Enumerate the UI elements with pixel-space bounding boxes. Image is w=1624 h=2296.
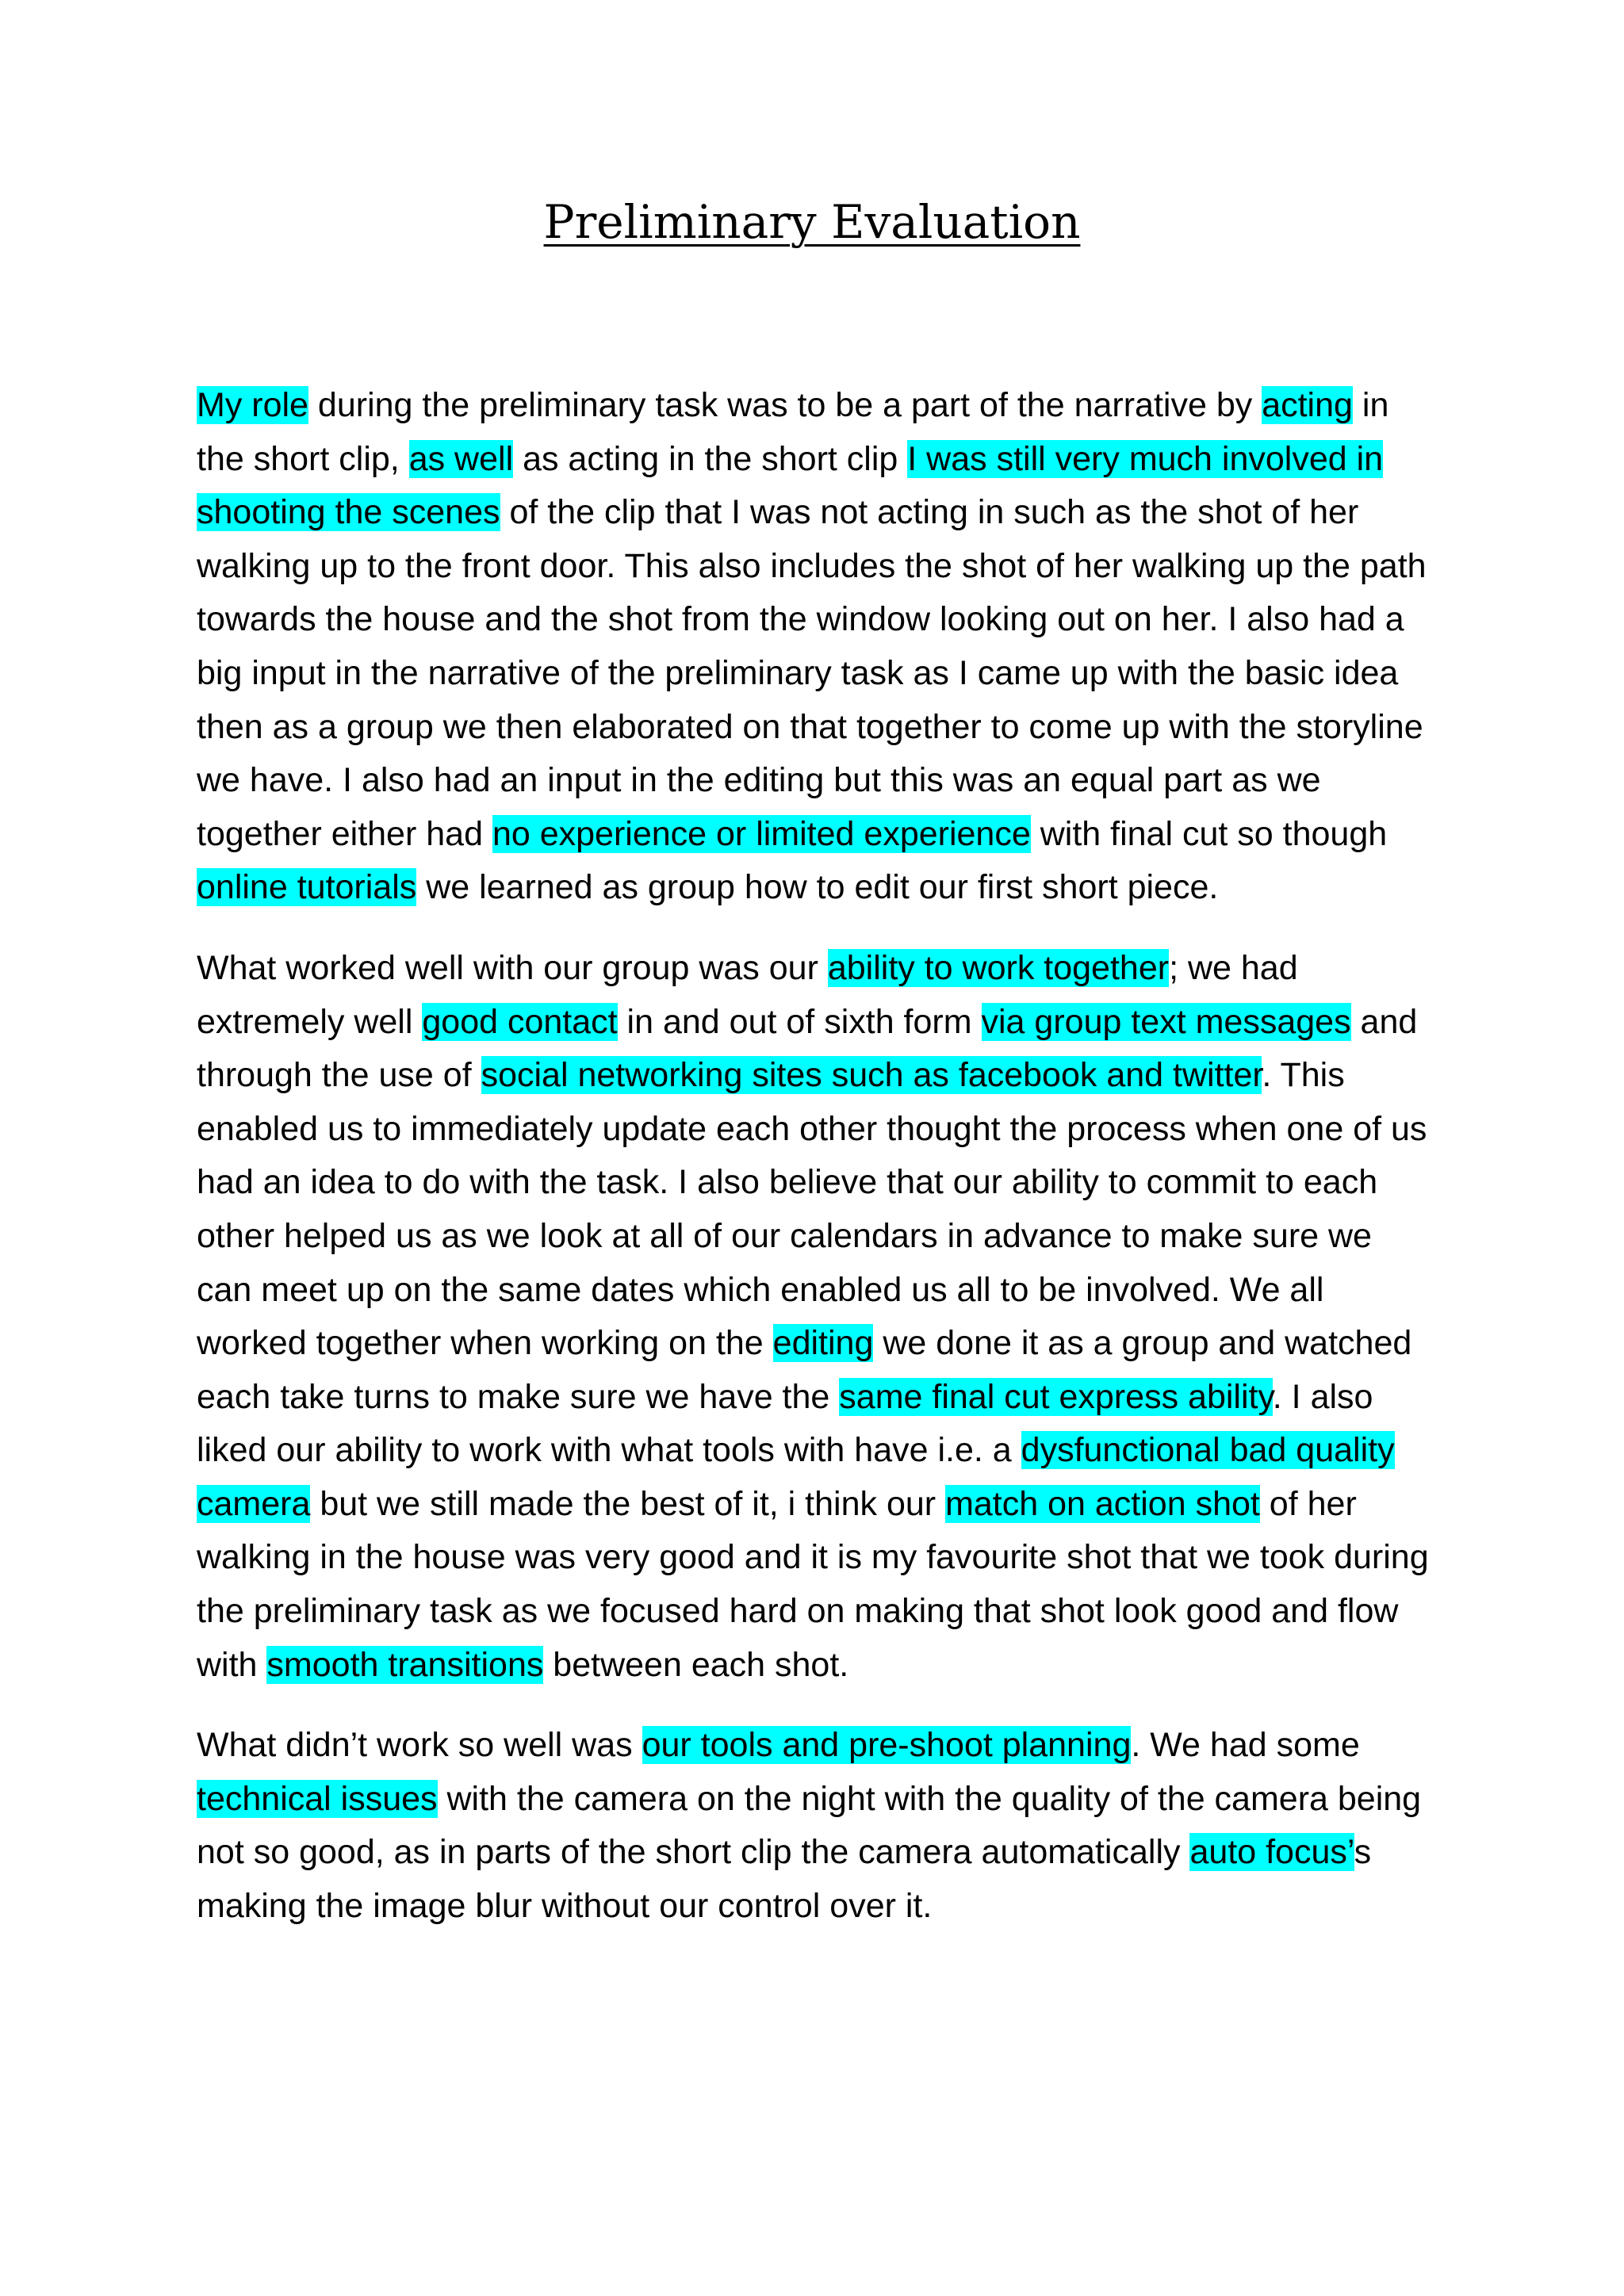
highlighted-text: I was still very much involved in shooting the scenes	[197, 439, 1384, 532]
document-body	[197, 379, 1434, 1961]
text-run: with the camera on the night with the quality of the camera being not so good, as in parts of the short clip the camera automatically	[197, 1779, 1422, 1872]
paragraph	[197, 942, 1434, 1692]
highlighted-text: no experience or limited experience	[492, 814, 1031, 853]
text-run: s making the image blur without our control over it.	[197, 1833, 1372, 1926]
text-run: during the preliminary task was to be a part of the narrative by	[308, 386, 1262, 424]
highlighted-text: editing	[772, 1324, 874, 1363]
text-run: but we still made the best of it, i think our	[310, 1484, 946, 1523]
highlighted-text: smooth transitions	[266, 1645, 544, 1684]
text-run: we learned as group how to edit our first short piece.	[416, 868, 1219, 907]
highlighted-text: our tools and pre-shoot planning	[642, 1726, 1132, 1765]
page-title-text: Preliminary Evaluation	[543, 195, 1081, 249]
text-run: in the short clip,	[197, 386, 1389, 478]
text-run: What didn’t work so well was	[197, 1726, 642, 1765]
highlighted-text: via group text messages	[981, 1002, 1351, 1041]
text-run: with final cut so though	[1030, 814, 1388, 853]
highlighted-text: My role	[197, 386, 308, 424]
paragraph	[197, 1719, 1434, 1933]
highlighted-text: technical issues	[197, 1779, 438, 1818]
text-run: and through the use of	[197, 1002, 1418, 1095]
highlighted-text: dysfunctional bad quality camera	[197, 1431, 1395, 1523]
paragraph	[197, 379, 1434, 915]
text-run: ; we had extremely well	[197, 948, 1298, 1041]
highlighted-text: acting	[1262, 386, 1353, 424]
text-run: as acting in the short clip	[513, 439, 908, 478]
text-run: . We had some	[1131, 1726, 1360, 1765]
highlighted-text: social networking sites such as facebook and twitter	[481, 1056, 1262, 1095]
highlighted-text: same final cut express ability	[839, 1377, 1273, 1416]
text-run: of the clip that I was not acting in such as the shot of her walking up to the front door. This also includes the shot of her walking up the path towards the house and the shot from the window looking out on her. I also had a big input in the narrative of the preliminary task as I came up with the basic idea then as a group we then elaborated on that together to come up with the storyline we have. I also had an input in the editing but this was an equal part as we together either had	[197, 493, 1427, 853]
highlighted-text: good contact	[422, 1002, 618, 1041]
text-run: of her walking in the house was very good and it is my favourite shot that we took during the preliminary task as we focused hard on making that shot look good and flow with	[197, 1484, 1429, 1684]
text-run: . This enabled us to immediately update each other thought the process when one of us had an idea to do with the task. I also believe that our ability to commit to each other helped us as we look at all of our calendars in advance to make sure we can meet up on the same dates which enabled us all to be involved. We all worked together when working on the	[197, 1056, 1427, 1363]
text-run: between each shot.	[543, 1645, 849, 1684]
page-title	[0, 190, 1624, 254]
highlighted-text: auto focus’	[1189, 1833, 1354, 1872]
text-run: in and out of sixth form	[617, 1002, 982, 1041]
highlighted-text: as well	[408, 439, 514, 478]
highlighted-text: match on action shot	[945, 1484, 1260, 1523]
text-run: we done it as a group and watched each take turns to make sure we have the	[197, 1324, 1412, 1416]
text-run: What worked well with our group was our	[197, 948, 828, 987]
highlighted-text: ability to work together	[827, 948, 1170, 987]
highlighted-text: online tutorials	[197, 868, 417, 907]
text-run: . I also liked our ability to work with what tools with have i.e. a	[197, 1377, 1373, 1470]
